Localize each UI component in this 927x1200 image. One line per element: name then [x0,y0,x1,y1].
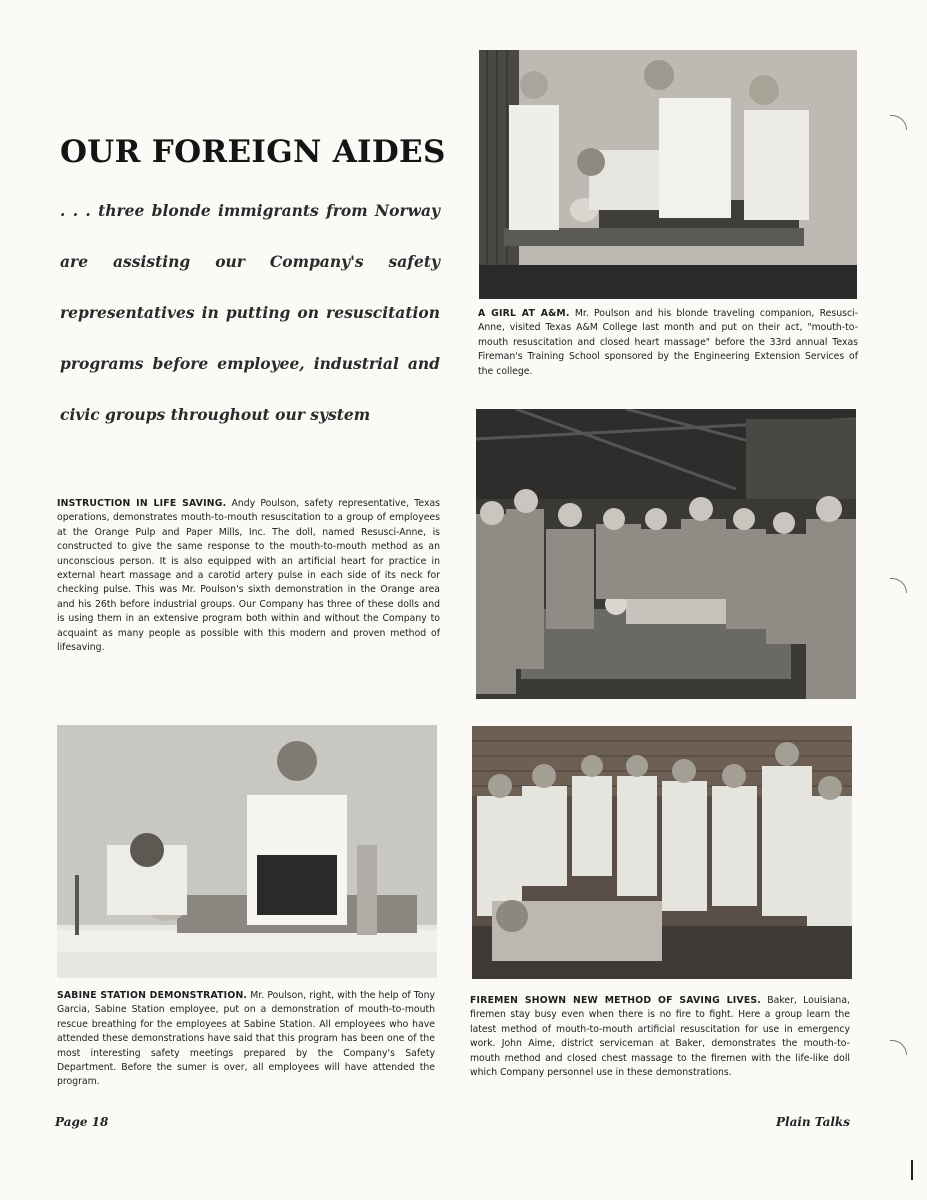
photo-orange-mill-instruction [476,409,856,699]
caption-sabine-station: SABINE STATION DEMONSTRATION. Mr. Poulson, right, with the help of Tony Garcia, Sabine Station employee, put on a demonstration of mouth-to-mouth rescue breathing for the employees at Sabine Station. All employees who have attended these demonstrations have said that this program has been one of the most interesting safety meetings prepared by the Company's Safety Department. Before the sumer is over, all employees will have attended the program. [57,990,435,1088]
caption-texas-am: A GIRL AT A&M. Mr. Poulson and his blonde traveling companion, Resusci-Anne, visited Texas A&M College last month and put on their act, "mouth-to-mouth resuscitation and closed heart massage" before the 33rd annual Texas Fireman's Training School sponsored by the Engineering Extension Services of the college. [478,308,858,377]
caption-instruction-in-life-saving: INSTRUCTION IN LIFE SAVING. Andy Poulson, safety representative, Texas operations, demonstrates mouth-to-mouth resuscitation to a group of employees at the Orange Pulp and Paper Mills, Inc. The doll, named Resusci-Anne, is constructed to give the same response to the mouth-to-mouth method as an unconscious person. It is also equipped with an artificial heart for practice in external heart massage and a carotid artery pulse in each side of its neck for checking pulse. This was Mr. Poulson's sixth demonstration in the Orange area and his 26th before industrial groups. Our Company has three of these dolls and is using them in an extensive program both within and without the Company to acquaint as many people as possible with this modern and proven method of lifesaving. [57,498,440,654]
article-title: OUR FOREIGN AIDES [60,134,446,170]
caption-firemen: FIREMEN SHOWN NEW METHOD OF SAVING LIVES. Baker, Louisiana, firemen stay busy even when there is no fire to fight. Here a group learn the latest method of mouth-to-mouth artificial resuscitation for use in emergency work. John Aime, district serviceman at Baker, demonstrates the mouth-to-mouth method and closed chest massage to the firemen with the life-like doll which Company personnel use in these demonstrations. [470,995,850,1079]
binder-hole-mark-bottom [890,1040,907,1055]
page-number: Page 18 [55,1115,109,1129]
photo-texas-am-demonstration [479,50,857,299]
binder-hole-mark-top [890,115,907,130]
page-edge-mark [911,1160,913,1180]
photo-sabine-station-demonstration [57,725,437,978]
photo-baker-firemen [472,726,852,979]
publication-name: Plain Talks [775,1115,850,1129]
article-intro: . . . three blonde immigrants from Norway are assisting our Company's safety representatives in putting on resuscitation programs before employee, industrial and civic groups throughout our system [60,201,440,424]
binder-hole-mark-middle [890,578,907,593]
